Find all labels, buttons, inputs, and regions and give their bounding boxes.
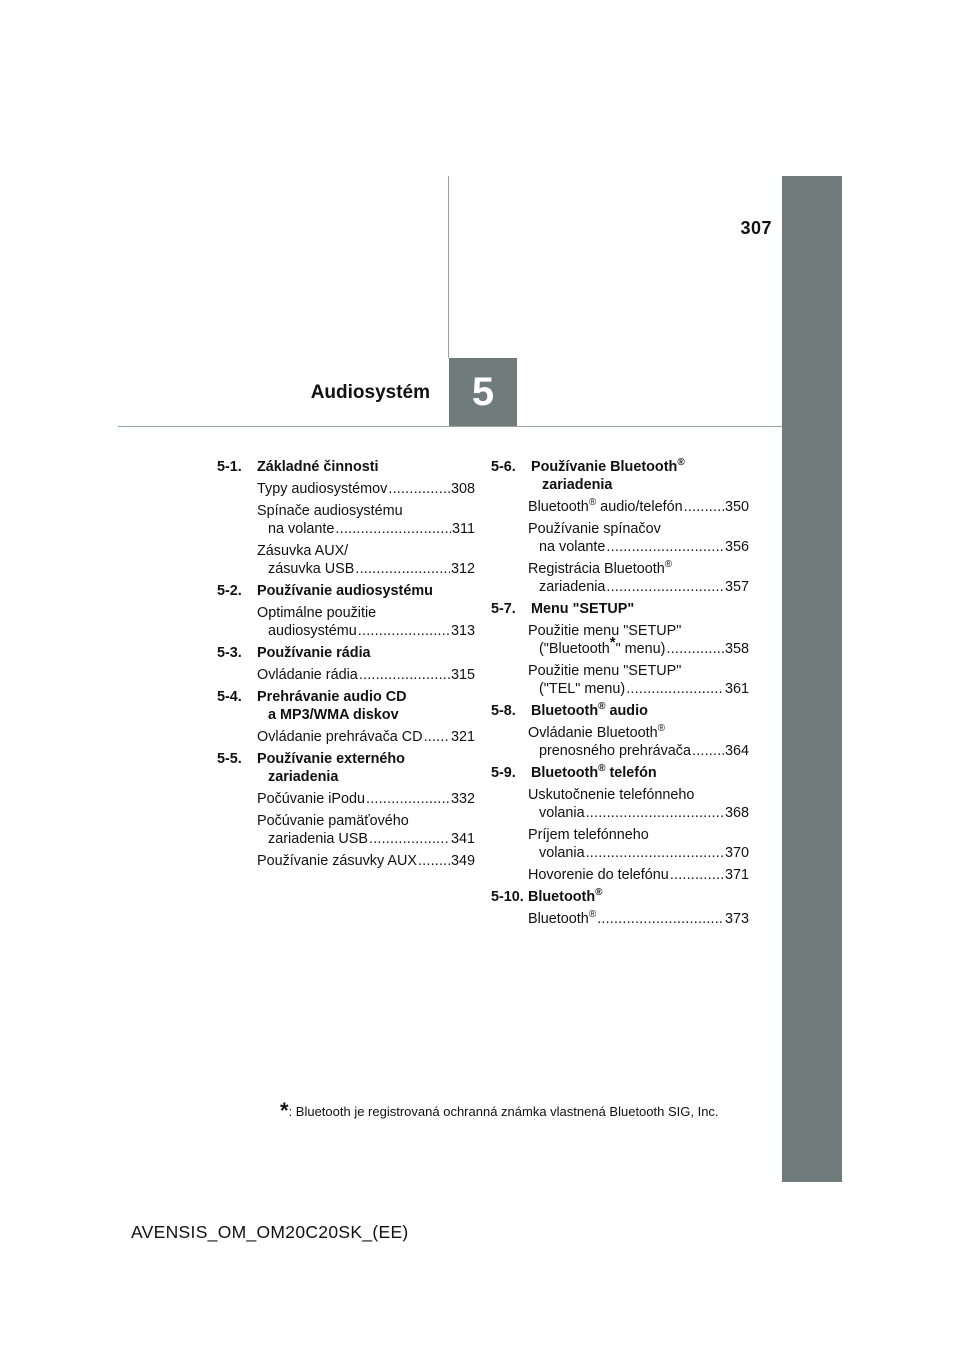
registered-mark: ®	[598, 701, 606, 712]
toc-section-title: zariadenia	[268, 769, 339, 785]
toc-entry-page: 311	[452, 521, 475, 537]
toc-entry-page: 368	[724, 805, 749, 821]
toc-entry[interactable]	[257, 542, 475, 578]
toc-leader-dots	[692, 742, 724, 760]
toc-section-title: telefón	[605, 765, 657, 781]
toc-entry-page: 349	[450, 853, 475, 869]
toc-entry-page: 341	[450, 831, 475, 847]
toc-section-title: zariadenia	[542, 477, 613, 493]
toc-entry[interactable]	[257, 728, 475, 746]
toc-section-number: 5-2.	[217, 583, 242, 599]
toc-section-heading[interactable]	[491, 764, 749, 782]
toc-section	[217, 644, 475, 684]
toc-entry-text: Používanie zásuvky AUX	[257, 853, 417, 869]
toc-leader-dots	[586, 804, 724, 822]
toc-section	[491, 600, 749, 698]
toc-entry[interactable]	[257, 852, 475, 870]
toc-section-number: 5-10.	[491, 889, 524, 905]
toc-entry-text: zásuvka USB	[268, 561, 355, 577]
toc-entry-text: Zásuvka AUX/	[257, 543, 349, 559]
toc-leader-dots	[366, 790, 450, 808]
header-horizontal-rule	[118, 426, 782, 427]
toc-entry[interactable]	[528, 786, 749, 822]
toc-section-heading[interactable]	[491, 458, 749, 494]
toc-entry-text: Počúvanie pamäťového	[257, 813, 409, 829]
registered-mark: ®	[598, 763, 606, 774]
toc-entry-text: volania	[539, 845, 585, 861]
toc-section-title: Bluetooth	[531, 765, 599, 781]
toc-leader-dots	[335, 520, 451, 538]
toc-entry[interactable]	[528, 724, 749, 760]
toc-entry-text: Bluetooth	[528, 911, 589, 927]
toc-entry-page: 357	[724, 579, 749, 595]
toc-entry-text: zariadenia	[539, 579, 606, 595]
toc-section-title: Používanie rádia	[257, 645, 371, 661]
toc-section	[217, 688, 475, 746]
toc-section	[217, 582, 475, 640]
toc-leader-dots	[358, 622, 450, 640]
chapter-number-badge: 5	[449, 358, 517, 426]
toc-entry-text: volania	[539, 805, 585, 821]
toc-section-number: 5-4.	[217, 689, 242, 705]
toc-section-heading[interactable]	[217, 644, 475, 662]
toc-entry-text: Ovládanie Bluetooth	[528, 725, 658, 741]
toc-section-title: Základné činnosti	[257, 459, 379, 475]
chapter-side-tab	[782, 176, 842, 1182]
toc-section-number: 5-8.	[491, 703, 516, 719]
toc-section	[491, 702, 749, 760]
toc-entry[interactable]	[528, 826, 749, 862]
toc-entry-text: ("Bluetooth	[539, 641, 610, 657]
toc-entry-text: Príjem telefónneho	[528, 827, 649, 843]
toc-section-heading[interactable]	[217, 582, 475, 600]
toc-entry[interactable]	[528, 662, 749, 698]
footnote-text: : Bluetooth je registrovaná ochranná známka vlastnená Bluetooth SIG, Inc.	[288, 1104, 719, 1119]
toc-section-heading[interactable]	[217, 750, 475, 786]
toc-section-number: 5-5.	[217, 751, 242, 767]
toc-entry-text: prenosného prehrávača	[539, 743, 692, 759]
toc-entry-text: Použitie menu "SETUP"	[528, 623, 682, 639]
toc-entry-page: 356	[724, 539, 749, 555]
toc-entry[interactable]	[528, 520, 749, 556]
footnote-star: *	[280, 1098, 289, 1123]
toc-section-number: 5-7.	[491, 601, 516, 617]
toc-entry-page: 313	[450, 623, 475, 639]
toc-entry-page: 315	[450, 667, 475, 683]
toc-leader-dots	[359, 666, 450, 684]
toc-entry-text: zariadenia USB	[268, 831, 368, 847]
toc-section	[217, 458, 475, 578]
toc-section-title: Používanie externého	[257, 751, 405, 767]
toc-entry-text: Počúvanie iPodu	[257, 791, 366, 807]
toc-section-heading[interactable]	[217, 458, 475, 476]
toc-section-heading[interactable]	[217, 688, 475, 724]
toc-section-number: 5-9.	[491, 765, 516, 781]
registered-mark: ®	[595, 887, 603, 898]
toc-section-heading[interactable]	[491, 600, 749, 618]
toc-leader-dots	[684, 498, 724, 516]
toc-entry-page: 308	[450, 481, 475, 497]
registered-mark: ®	[588, 497, 597, 508]
registered-mark: ®	[588, 909, 597, 920]
registered-mark: ®	[657, 723, 665, 734]
toc-entry[interactable]	[257, 812, 475, 848]
toc-entry-text: Bluetooth	[528, 499, 589, 515]
footnote	[280, 1098, 719, 1124]
header-vertical-rule	[448, 176, 449, 358]
toc-entry[interactable]	[257, 502, 475, 538]
document-id: AVENSIS_OM_OM20C20SK_(EE)	[131, 1222, 409, 1242]
toc-entry-page: 373	[724, 911, 749, 927]
toc-entry-text: audio/telefón	[596, 499, 683, 515]
toc-entry[interactable]	[528, 866, 749, 884]
toc-entry[interactable]	[257, 790, 475, 808]
toc-section	[491, 888, 749, 928]
toc-entry-text: " menu)	[615, 641, 666, 657]
toc-leader-dots	[606, 538, 724, 556]
toc-section-title: a MP3/WMA diskov	[268, 707, 399, 723]
toc-section-number: 5-6.	[491, 459, 516, 475]
toc-entry-text: Optimálne použitie	[257, 605, 377, 621]
toc-leader-dots	[369, 830, 450, 848]
toc-entry-page: 321	[450, 729, 475, 745]
toc-entry-page: 332	[450, 791, 475, 807]
toc-entry-page: 358	[724, 641, 749, 657]
toc-leader-dots	[597, 910, 724, 928]
toc-section-heading[interactable]	[491, 702, 749, 720]
toc-entry-text: audiosystému	[268, 623, 357, 639]
toc-section-title: Bluetooth	[531, 703, 599, 719]
toc-right-column	[491, 458, 749, 932]
toc-entry-text: Ovládanie rádia	[257, 667, 358, 683]
toc-section-title: Menu "SETUP"	[531, 601, 635, 617]
toc-leader-dots	[666, 640, 724, 658]
page-number: 307	[740, 218, 772, 238]
toc-leader-dots	[388, 480, 450, 498]
toc-entry-page: 361	[724, 681, 749, 697]
footnote-star: *	[609, 634, 616, 651]
toc-section-title: audio	[605, 703, 648, 719]
toc-leader-dots	[626, 680, 724, 698]
toc-entry-text: Spínače audiosystému	[257, 503, 403, 519]
toc-entry-page: 312	[450, 561, 475, 577]
toc-entry[interactable]	[528, 622, 749, 658]
toc-section-title: Používanie audiosystému	[257, 583, 433, 599]
toc-leader-dots	[606, 578, 724, 596]
toc-entry-text: na volante	[539, 539, 606, 555]
registered-mark: ®	[677, 457, 685, 468]
toc-leader-dots	[670, 866, 724, 884]
toc-leader-dots	[355, 560, 450, 578]
toc-entry-text: Používanie spínačov	[528, 521, 661, 537]
toc-section	[491, 764, 749, 884]
toc-entry-text: na volante	[268, 521, 335, 537]
toc-section-number: 5-3.	[217, 645, 242, 661]
toc-entry[interactable]	[528, 560, 749, 596]
toc-section	[491, 458, 749, 596]
toc-section	[217, 750, 475, 870]
registered-mark: ®	[664, 559, 673, 570]
toc-entry-page: 370	[724, 845, 749, 861]
toc-entry[interactable]	[528, 498, 749, 516]
toc-section-title: Prehrávanie audio CD	[257, 689, 407, 705]
toc-leader-dots	[418, 852, 450, 870]
toc-section-heading[interactable]	[491, 888, 749, 906]
toc-entry[interactable]	[257, 666, 475, 684]
toc-entry[interactable]	[257, 480, 475, 498]
toc-left-column	[217, 458, 475, 874]
toc-entry[interactable]	[528, 910, 749, 928]
toc-leader-dots	[586, 844, 724, 862]
chapter-title: Audiosystém	[310, 382, 430, 403]
toc-entry-text: ("TEL" menu)	[539, 681, 626, 697]
toc-entry-text: Použitie menu "SETUP"	[528, 663, 682, 679]
toc-entry-text: Hovorenie do telefónu	[528, 867, 669, 883]
toc-entry-page: 350	[724, 499, 749, 515]
toc-entry-page: 364	[724, 743, 749, 759]
toc-entry-text: Registrácia Bluetooth	[528, 561, 665, 577]
toc-entry-text: Typy audiosystémov	[257, 481, 388, 497]
toc-entry[interactable]	[257, 604, 475, 640]
toc-entry-page: 371	[724, 867, 749, 883]
toc-entry-text: Ovládanie prehrávača CD	[257, 729, 423, 745]
toc-entry-text: Uskutočnenie telefónneho	[528, 787, 695, 803]
toc-leader-dots	[424, 728, 450, 746]
toc-section-title: Používanie Bluetooth	[531, 459, 678, 475]
toc-section-number: 5-1.	[217, 459, 242, 475]
toc-section-title: Bluetooth	[528, 889, 596, 905]
